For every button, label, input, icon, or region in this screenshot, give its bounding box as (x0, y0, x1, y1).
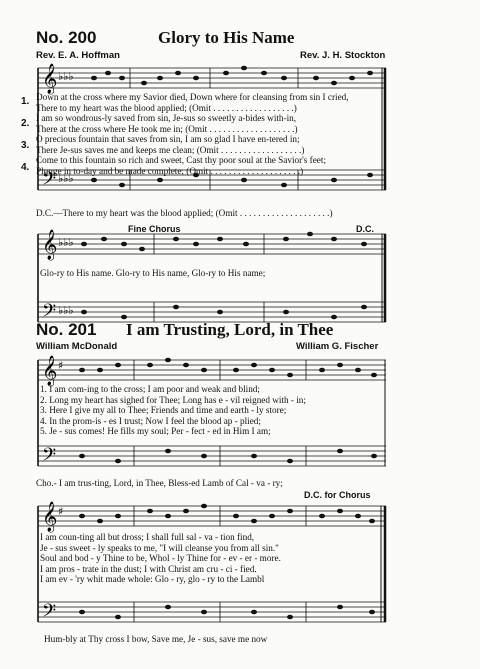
fine-chorus-label: Fine Chorus (128, 224, 181, 234)
verse-number: 1. (21, 96, 30, 107)
lyric-line: Come to this fountain so rich and sweet, Cast thy poor soul at the Savior's feet; (36, 155, 326, 165)
svg-text:𝄞: 𝄞 (42, 502, 58, 532)
svg-text:𝄞: 𝄞 (42, 356, 58, 386)
verse-line: 2. Long my heart has sighed for Thee; Long has e - vil reigned with - in; (40, 394, 306, 405)
dc-for-chorus: D.C. for Chorus (304, 490, 371, 500)
lyric-line: Down at the cross where my Savior died, Down where for cleansing from sin I cried, (36, 92, 349, 102)
dc-line: D.C.—There to my heart was the blood applied; (Omit . . . . . . . . . . . . . . . . . . . .) (36, 208, 333, 218)
words-credit: Rev. E. A. Hoffman (36, 50, 120, 61)
svg-text:♭♭♭: ♭♭♭ (58, 304, 74, 317)
lyric-line: I am so wondrous-ly saved from sin, Je-sus so sweetly a-bides with-in, (36, 113, 297, 123)
hymn-number: No. 201 (36, 320, 97, 339)
lyric-line: There to my heart was the blood applied; (Omit . . . . . . . . . . . . . . . . . .) (36, 102, 297, 113)
refrain-line: I am coun-ting all but dross; I shall full sal - va - tion find, (40, 532, 255, 542)
music-credit: Rev. J. H. Stockton (300, 50, 386, 61)
verse-line: 3. Here I give my all to Thee; Friends and time and earth - ly store; (40, 405, 287, 415)
chorus-lyrics: Glo-ry to His name. Glo-ry to His name, Glo-ry to His name; (40, 268, 266, 278)
svg-text:𝄢: 𝄢 (42, 445, 57, 470)
final-line: Hum-bly at Thy cross I bow, Save me, Je - sus, save me now (44, 634, 268, 644)
svg-text:♭♭♭: ♭♭♭ (58, 172, 74, 185)
lyric-line: There Je-sus saves me and keeps me clean; (Omit . . . . . . . . . . . . . . . . . .) (36, 144, 305, 155)
verse-line: 4. In the prom-is - es I trust; Now I feel the blood ap - plied; (40, 415, 261, 426)
lyric-line: There at the cross where He took me in; (Omit . . . . . . . . . . . . . . . . . . .) (36, 123, 298, 134)
lyric-line: Plunge in to-day and be made complete; (Omit . . . . . . . . . . . . . . . . . . . .) (36, 165, 304, 176)
dc-mark: D.C. (356, 224, 374, 234)
hymn-number: No. 200 (36, 28, 97, 47)
verse-number: 4. (21, 162, 30, 173)
verse-line: 5. Je - sus comes! He fills my soul; Per - fect - ed in Him I am; (40, 426, 271, 436)
words-credit: William McDonald (36, 341, 118, 352)
refrain-line: Soul and bod - y Thine to be, Whol - ly Thine for - ev - er - more. (40, 553, 281, 563)
svg-text:♯: ♯ (58, 359, 64, 372)
verse-line: 1. I am com-ing to the cross; I am poor and weak and blind; (40, 384, 260, 394)
svg-text:𝄞: 𝄞 (42, 64, 58, 94)
svg-text:𝄢: 𝄢 (42, 301, 57, 326)
svg-text:𝄞: 𝄞 (42, 230, 58, 260)
hymn-title: Glory to His Name (158, 28, 295, 47)
svg-text:𝄢: 𝄢 (42, 169, 57, 194)
refrain-line: Je - sus sweet - ly speaks to me, "I will cleanse you from all sin." (40, 542, 279, 553)
refrain-line: I am pros - trate in the dust; I with Christ am cru - ci - fied. (40, 563, 257, 574)
svg-text:♭♭♭: ♭♭♭ (58, 70, 74, 83)
refrain-line: I am ev - 'ry whit made whole: Glo - ry, glo - ry to the Lambl (40, 574, 265, 584)
verse-number: 3. (21, 140, 30, 151)
hymn-title: I am Trusting, Lord, in Thee (126, 320, 334, 339)
lyric-line: O precious fountain that saves from sin, I am so glad I have en-tered in; (36, 134, 300, 144)
svg-text:♭♭♭: ♭♭♭ (58, 236, 74, 249)
svg-text:♯: ♯ (58, 505, 64, 518)
svg-text:𝄢: 𝄢 (42, 601, 57, 626)
music-credit: William G. Fischer (296, 341, 379, 352)
verse-number: 2. (21, 118, 30, 129)
chorus-line: Cho.- I am trus-ting, Lord, in Thee, Bless-ed Lamb of Cal - va - ry; (36, 478, 283, 488)
